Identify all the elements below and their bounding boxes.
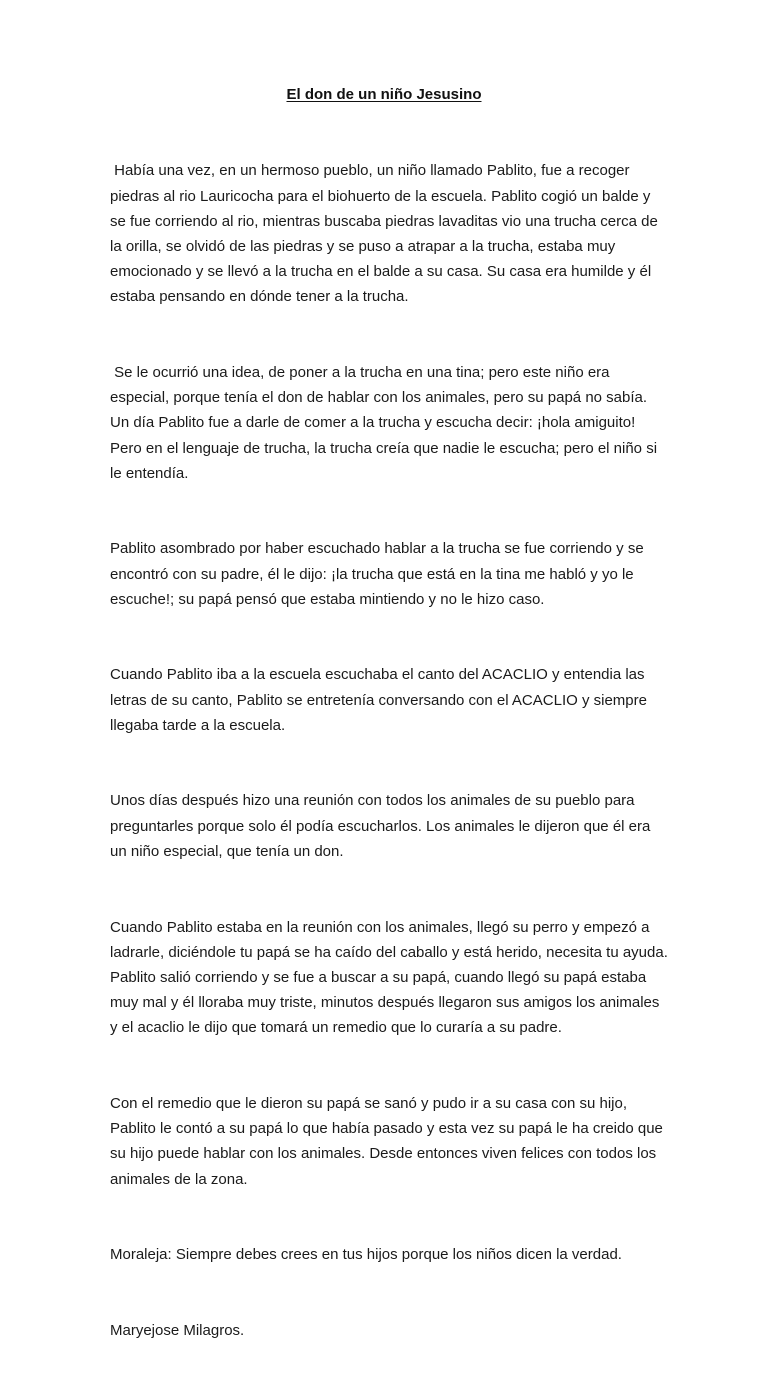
paragraph: Había una vez, en un hermoso pueblo, un niño llamado Pablito, fue a recoger piedras al rio Lauricocha para el biohuerto de la escuela. Pablito cogió un balde y se fue corriendo al rio, mientras buscaba piedras lavaditas vio una trucha cerca de la orilla, se olvidó de las piedras y se puso a atrapar a la trucha, estaba muy emocionado y se llevó a la trucha en el balde a su casa. Su casa era humilde y él estaba pensando en dónde tener a la trucha. <box>110 162 662 306</box>
paragraph: Pablito asombrado por haber escuchado hablar a la trucha se fue corriendo y se encontró con su padre, él le dijo: ¡la trucha que está en la tina me habló y yo le escuche!; su papá pensó que estaba mintiendo y no le hizo caso. <box>110 540 648 608</box>
paragraph: Cuando Pablito iba a la escuela escuchaba el canto del ACACLIO y entendia las letras de su canto, Pablito se entretenía conversando con el ACACLIO y siempre llegaba tarde a la escuela. <box>110 666 652 734</box>
document-title: El don de un niño Jesusino <box>286 86 482 103</box>
author-signature: Maryejose Milagros. <box>110 1321 245 1339</box>
document-body <box>110 108 673 1393</box>
paragraph: Unos días después hizo una reunión con todos los animales de su pueblo para preguntarles porque solo él podía escucharlos. Los animales le dijeron que él era un niño especial, que tenía un don. <box>110 792 655 860</box>
paragraph: Se le ocurrió una idea, de poner a la trucha en una tina; pero este niño era especial, porque tenía el don de hablar con los animales, pero su papá no sabía. Un día Pablito fue a darle de comer a la trucha y escucha decir: ¡hola amiguito! Pero en el lenguaje de trucha, la trucha creía que nadie le escucha; pero el niño si le entendía. <box>110 364 662 482</box>
moral-paragraph: Moraleja: Siempre debes crees en tus hijos porque los niños dicen la verdad. <box>110 1246 622 1264</box>
paragraph: Con el remedio que le dieron su papá se sanó y pudo ir a su casa con su hijo, Pablito le contó a su papá lo que había pasado y esta vez su papá le ha creido que su hijo puede hablar con los animales. Desde entonces viven felices con todos los animales de la zona. <box>110 1094 668 1188</box>
paragraph: Cuando Pablito estaba en la reunión con los animales, llegó su perro y empezó a ladrarle, diciéndole tu papá se ha caído del caballo y está herido, necesita tu ayuda. Pablito salió corriendo y se fue a buscar a su papá, cuando llegó su papá estaba muy mal y él lloraba muy triste, minutos después llegaron sus amigos los animales y el acaclio le dijo que tomará un remedio que lo curaría a su padre. <box>110 918 673 1037</box>
